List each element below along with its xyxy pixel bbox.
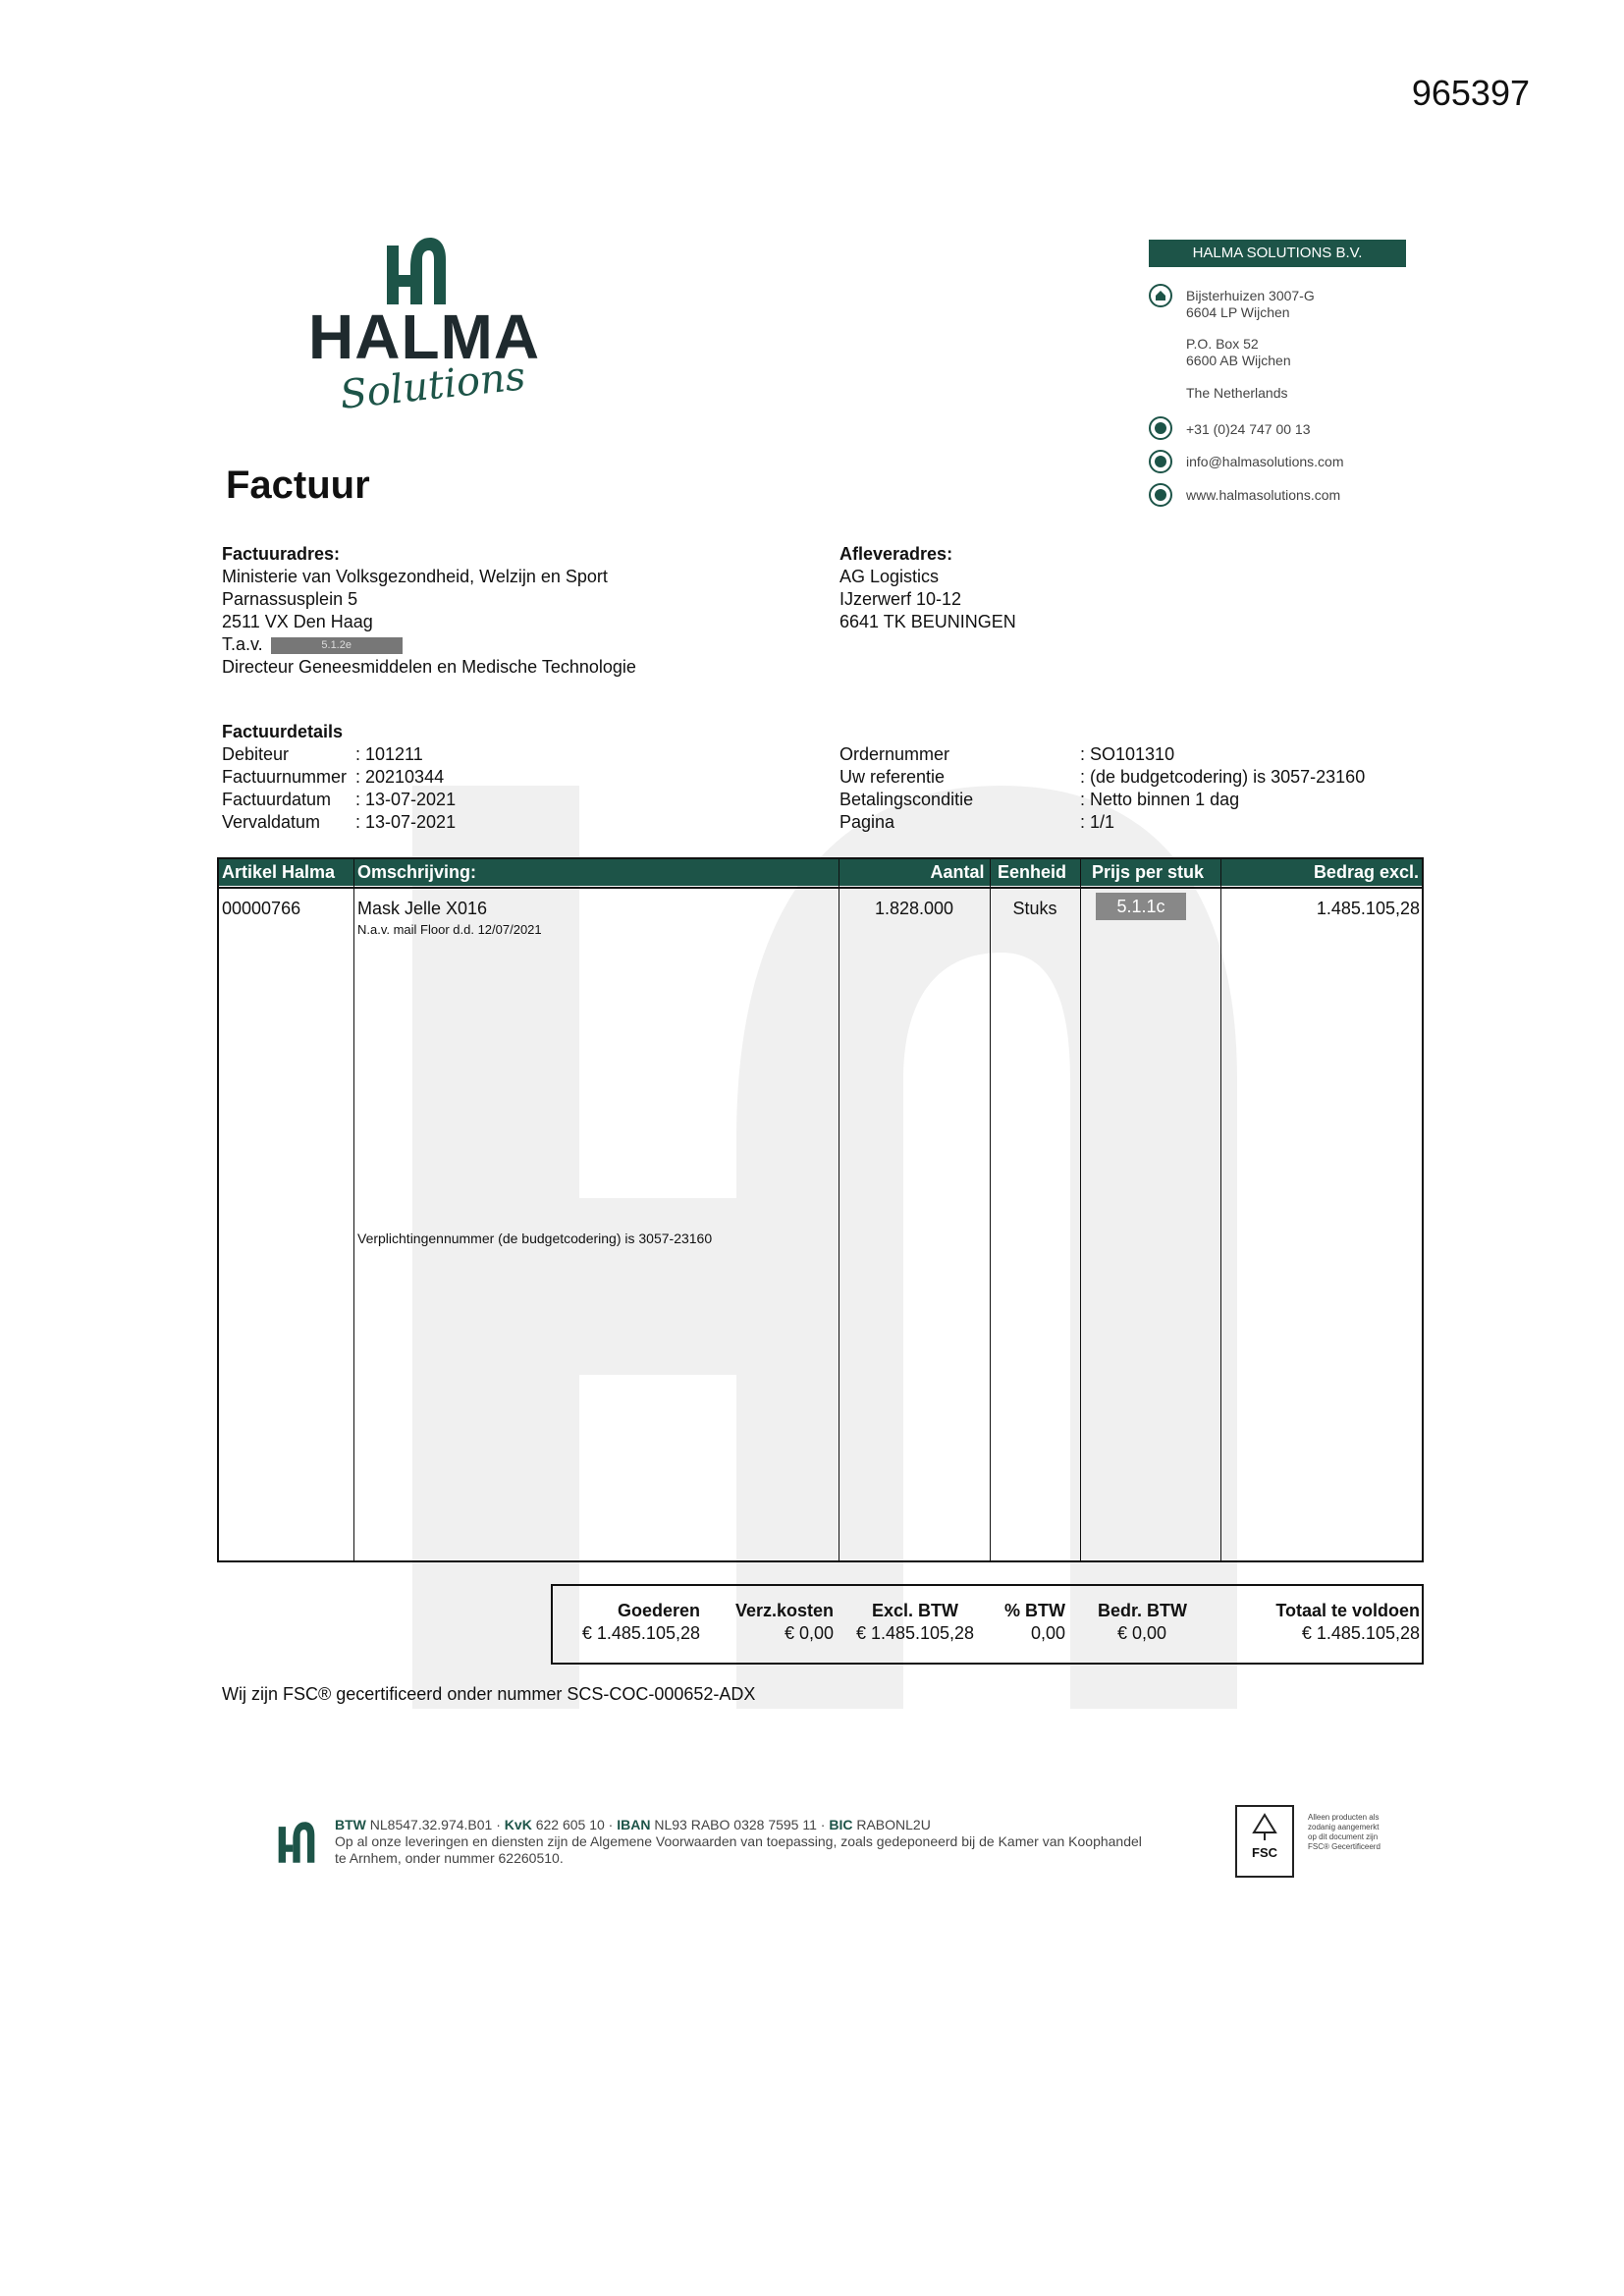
company-country: The Netherlands: [1186, 385, 1288, 401]
detail-label: Debiteur: [222, 744, 290, 764]
invoice-address-line5: Directeur Geneesmiddelen en Medische Technologie: [222, 657, 636, 677]
bic-label: BIC: [829, 1817, 853, 1832]
column-divider: [1080, 859, 1081, 1560]
company-name-band: HALMA SOLUTIONS B.V.: [1149, 240, 1406, 267]
totals-goods: [582, 1600, 700, 1645]
total-value: € 1.485.105,28: [1301, 1623, 1420, 1643]
btw-value: NL8547.32.974.B01: [369, 1817, 493, 1832]
totals-vat-amount: [1098, 1600, 1187, 1645]
fsc-logo: [1235, 1805, 1294, 1878]
detail-label: Factuurnummer: [222, 767, 348, 787]
vat-pct-label: % BTW: [1004, 1601, 1065, 1620]
detail-label: Factuurdatum: [222, 790, 332, 809]
totals-box: [551, 1584, 1424, 1665]
goods-value: € 1.485.105,28: [581, 1623, 700, 1643]
detail-label: Vervaldatum: [222, 812, 321, 832]
delivery-address-label: Afleveradres:: [839, 544, 953, 564]
footer-terms-line2: te Arnhem, onder nummer 62260510.: [335, 1850, 564, 1866]
halma-logo-mark-icon: [385, 236, 448, 306]
delivery-address-line3: 6641 TK BEUNINGEN: [839, 612, 1016, 631]
cell-price-redaction: 5.1.1c: [1096, 893, 1186, 920]
column-divider: [990, 859, 991, 1560]
invoice-address-line1: Ministerie van Volksgezondheid, Welzijn en Sport: [222, 567, 608, 586]
fsc-statement: Wij zijn FSC® gecertificeerd onder nummer SCS-COC-000652-ADX: [222, 1684, 756, 1704]
footer-logo-icon: [277, 1821, 316, 1864]
commitment-note: Verplichtingennummer (de budgetcodering) is 3057-23160: [357, 1230, 713, 1246]
invoice-address-line3: 2511 VX Den Haag: [222, 612, 373, 631]
detail-value: : 1/1: [1080, 812, 1115, 832]
delivery-address-block: [839, 543, 1016, 633]
excl-value: € 1.485.105,28: [855, 1623, 975, 1643]
company-email[interactable]: info@halmasolutions.com: [1186, 454, 1344, 469]
totals-excl: [851, 1600, 979, 1645]
excl-label: Excl. BTW: [871, 1601, 958, 1620]
globe-icon: [1149, 483, 1172, 507]
goods-label: Goederen: [617, 1601, 700, 1620]
logo-wordmark: HALMA: [308, 301, 541, 372]
cell-unit: Stuks: [1012, 899, 1057, 918]
col-header-amount: Bedrag excl.: [1313, 862, 1419, 882]
tree-icon: [1250, 1813, 1279, 1842]
attn-redaction: 5.1.2e: [271, 637, 403, 654]
vat-amount-value: € 0,00: [1117, 1623, 1167, 1643]
iban-label: IBAN: [617, 1817, 651, 1832]
header-divider: [219, 887, 1422, 889]
cell-amount: 1.485.105,28: [1316, 899, 1420, 918]
invoice-address-label: Factuuradres:: [222, 544, 341, 564]
fsc-note: Alleen producten als zodanig aangemerkt op dit document zijn FSC® Gecertificeerd: [1308, 1813, 1380, 1851]
details-right-values: [1080, 743, 1365, 834]
detail-value: : (de budgetcodering) is 3057-23160: [1080, 767, 1366, 787]
detail-label: Uw referentie: [839, 767, 946, 787]
company-website[interactable]: www.halmasolutions.com: [1186, 487, 1341, 503]
footer-registration-line: BTW NL8547.32.974.B01 · KvK 622 605 10 · IBAN NL93 RABO 0328 7595 11 · BIC RABONL2U: [335, 1817, 931, 1832]
totals-total: [1275, 1600, 1420, 1645]
shipping-value: € 0,00: [784, 1623, 834, 1643]
iban-value: NL93 RABO 0328 7595 11: [654, 1817, 817, 1832]
column-divider: [1220, 859, 1221, 1560]
cell-description: Mask Jelle X016: [357, 899, 488, 918]
col-header-description: Omschrijving:: [357, 862, 477, 882]
detail-value: : 101211: [355, 744, 423, 764]
detail-value: : 13-07-2021: [355, 812, 457, 832]
btw-label: BTW: [335, 1817, 366, 1832]
invoice-address-block: [222, 543, 636, 679]
col-header-unit-price: Prijs per stuk: [1091, 862, 1205, 882]
delivery-address-line2: IJzerwerf 10-12: [839, 589, 962, 609]
invoice-address-line2: Parnassusplein 5: [222, 589, 358, 609]
attn-label: T.a.v.: [222, 634, 263, 654]
details-left-values: [355, 743, 456, 834]
company-po-line2: 6600 AB Wijchen: [1186, 353, 1291, 368]
invoice-attn-line: [222, 633, 636, 656]
detail-value: : SO101310: [1080, 744, 1175, 764]
col-header-unit: Eenheid: [997, 862, 1066, 882]
details-left-labels: [222, 743, 347, 834]
document-id: 965397: [1411, 73, 1530, 113]
home-icon: [1149, 284, 1172, 307]
totals-shipping: [735, 1600, 834, 1645]
bic-value: RABONL2U: [856, 1817, 931, 1832]
kvk-value: 622 605 10: [535, 1817, 605, 1832]
footer-text: [335, 1817, 1142, 1867]
detail-value: : 20210344: [355, 767, 445, 787]
details-right-labels: [839, 743, 973, 834]
vat-amount-label: Bedr. BTW: [1098, 1601, 1188, 1620]
company-po-line1: P.O. Box 52: [1186, 336, 1259, 352]
mail-icon: [1149, 450, 1172, 473]
delivery-address-line1: AG Logistics: [839, 567, 940, 586]
shipping-label: Verz.kosten: [734, 1601, 834, 1620]
detail-label: Ordernummer: [839, 744, 950, 764]
logo-tagline: Solutions: [338, 354, 528, 418]
company-address-line1: Bijsterhuizen 3007-G: [1186, 288, 1315, 303]
detail-label: Pagina: [839, 812, 895, 832]
document-title: Factuur: [226, 464, 370, 507]
column-divider: [353, 859, 354, 1560]
phone-icon: [1149, 416, 1172, 440]
detail-label: Betalingsconditie: [839, 790, 974, 809]
col-header-quantity: Aantal: [930, 862, 985, 882]
company-phone: +31 (0)24 747 00 13: [1186, 421, 1311, 437]
cell-quantity: 1.828.000: [874, 899, 954, 918]
footer-terms-line1: Op al onze leveringen en diensten zijn de Algemene Voorwaarden van toepassing, zoals gedeponeerd bij de Kamer van Koophandel: [335, 1833, 1142, 1849]
vat-pct-value: 0,00: [1030, 1623, 1065, 1643]
cell-article: 00000766: [222, 899, 301, 918]
col-header-article: Artikel Halma: [222, 862, 336, 882]
details-heading: Factuurdetails: [222, 722, 344, 741]
detail-value: : Netto binnen 1 dag: [1080, 790, 1240, 809]
detail-value: : 13-07-2021: [355, 790, 457, 809]
totals-vat-pct: [1004, 1600, 1065, 1645]
total-label: Totaal te voldoen: [1275, 1601, 1420, 1620]
company-address-line2: 6604 LP Wijchen: [1186, 304, 1290, 320]
fsc-logo-text: FSC: [1252, 1845, 1277, 1860]
kvk-label: KvK: [504, 1817, 532, 1832]
cell-description-note: N.a.v. mail Floor d.d. 12/07/2021: [357, 922, 542, 937]
invoice-items-table: [217, 857, 1424, 1562]
